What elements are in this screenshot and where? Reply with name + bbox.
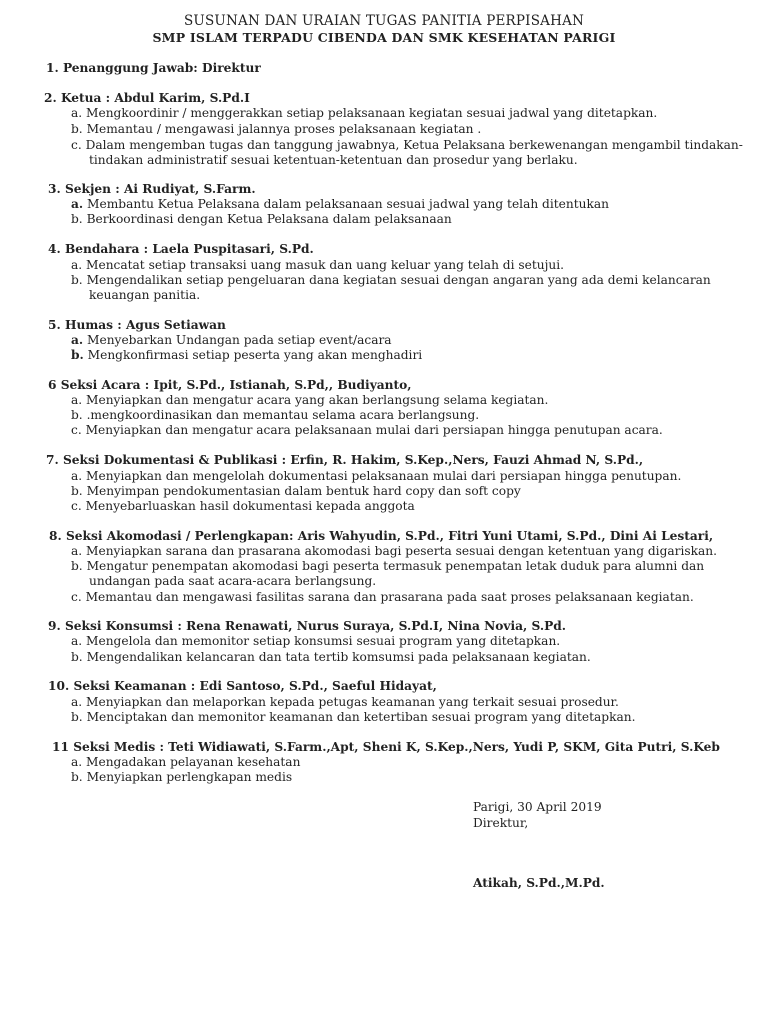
signature-name: Atikah, S.Pd.,M.Pd. xyxy=(473,876,605,890)
item-letter: b. xyxy=(71,122,83,136)
item-letter: b. xyxy=(71,273,83,287)
duty-item xyxy=(71,650,591,665)
section-heading: 8. Seksi Akomodasi / Perlengkapan: Aris Wahyudin, S.Pd., Fitri Yuni Utami, S.Pd., Dini Ai Lestari, xyxy=(49,529,714,543)
signature-role: Direktur, xyxy=(473,816,529,830)
document-title: SUSUNAN DAN URAIAN TUGAS PANITIA PERPISAHAN xyxy=(183,13,585,29)
item-letter: c. xyxy=(71,590,82,604)
section-heading: 3. Sekjen : Ai Rudiyat, S.Farm. xyxy=(48,182,256,196)
item-text: Menyiapkan perlengkapan medis xyxy=(86,770,293,784)
item-continuation: tindakan administratif sesuai ketentuan-ketentuan dan prosedur yang berlaku. xyxy=(89,153,578,167)
item-text: Mengatur penempatan akomodasi bagi peserta termasuk penempatan letak duduk para alumni dan xyxy=(86,559,705,573)
item-letter: b. xyxy=(71,212,83,226)
duty-item xyxy=(71,138,743,153)
item-letter: c. xyxy=(71,423,82,437)
duty-item xyxy=(71,273,711,288)
item-text: Mengadakan pelayanan kesehatan xyxy=(86,755,301,769)
item-letter: b. xyxy=(71,408,83,422)
document-subtitle: SMP ISLAM TERPADU CIBENDA DAN SMK KESEHATAN PARIGI xyxy=(152,30,616,45)
item-text: Berkoordinasi dengan Ketua Pelaksana dalam pelaksanaan xyxy=(86,212,452,226)
duty-item xyxy=(71,333,392,348)
item-letter: a. xyxy=(71,634,83,648)
item-letter: b. xyxy=(71,484,83,498)
item-letter: b. xyxy=(71,710,83,724)
section-heading: 1. Penanggung Jawab: Direktur xyxy=(46,61,261,75)
item-text: Mengelola dan memonitor setiap konsumsi sesuai program yang ditetapkan. xyxy=(86,634,561,648)
item-text: Membantu Ketua Pelaksana dalam pelaksanaan sesuai jadwal yang telah ditentukan xyxy=(87,197,609,211)
item-text: Menyiapkan dan mengelolah dokumentasi pelaksanaan mulai dari persiapan hingga penutupan. xyxy=(86,469,682,483)
item-text: Menyiapkan sarana dan prasarana akomodasi bagi peserta sesuai dengan ketentuan yang digariskan. xyxy=(86,544,717,558)
duty-item xyxy=(71,122,481,137)
section-heading: 7. Seksi Dokumentasi & Publikasi : Erfin, R. Hakim, S.Kep.,Ners, Fauzi Ahmad N, S.Pd., xyxy=(46,453,644,467)
duty-item xyxy=(71,544,717,559)
item-text: Menciptakan dan memonitor keamanan dan ketertiban sesuai program yang ditetapkan. xyxy=(86,710,636,724)
item-letter: b. xyxy=(71,559,83,573)
item-letter: a. xyxy=(71,469,83,483)
item-letter: a. xyxy=(71,393,83,407)
item-text: Mengkoordinir / menggerakkan setiap pelaksanaan kegiatan sesuai jadwal yang ditetapkan. xyxy=(86,106,658,120)
duty-item xyxy=(71,634,560,649)
item-letter: a. xyxy=(71,544,83,558)
item-continuation: keuangan panitia. xyxy=(89,288,201,302)
item-letter: b. xyxy=(71,650,83,664)
item-letter: b. xyxy=(71,348,84,362)
item-letter: a. xyxy=(71,106,83,120)
duty-item xyxy=(71,212,452,227)
item-letter: b. xyxy=(71,770,83,784)
duty-item xyxy=(71,348,422,363)
item-letter: a. xyxy=(71,695,83,709)
item-letter: c. xyxy=(71,138,82,152)
duty-item xyxy=(71,695,619,710)
item-continuation: undangan pada saat acara-acara berlangsung. xyxy=(89,574,377,588)
duty-item xyxy=(71,499,415,514)
item-text: Memantau dan mengawasi fasilitas sarana dan prasarana pada saat proses pelaksanaan kegiatan. xyxy=(85,590,694,604)
section-heading: 11 Seksi Medis : Teti Widiawati, S.Farm.,Apt, Sheni K, S.Kep.,Ners, Yudi P, SKM, Gita Putri, S.Keb xyxy=(52,740,720,754)
section-heading: 10. Seksi Keamanan : Edi Santoso, S.Pd., Saeful Hidayat, xyxy=(48,679,437,693)
item-letter: a. xyxy=(71,755,83,769)
duty-item xyxy=(71,755,300,770)
item-text: Memantau / mengawasi jalannya proses pelaksanaan kegiatan . xyxy=(86,122,482,136)
section-heading: 2. Ketua : Abdul Karim, S.Pd.I xyxy=(44,91,250,105)
item-text: Menyiapkan dan mengatur acara pelaksanaan mulai dari persiapan hingga penutupan acara. xyxy=(85,423,663,437)
duty-item xyxy=(71,469,681,484)
section-heading: 6 Seksi Acara : Ipit, S.Pd., Istianah, S.Pd,, Budiyanto, xyxy=(48,378,412,392)
duty-item xyxy=(71,106,657,121)
duty-item xyxy=(71,197,609,212)
duty-item xyxy=(71,559,704,574)
item-text: Menyebarluaskan hasil dokumentasi kepada anggota xyxy=(85,499,415,513)
duty-item xyxy=(71,590,694,605)
item-text: Mengendalikan setiap pengeluaran dana kegiatan sesuai dengan angaran yang ada demi kelancaran xyxy=(86,273,711,287)
duty-item xyxy=(71,423,663,438)
item-text: Menyimpan pendokumentasian dalam bentuk hard copy dan soft copy xyxy=(86,484,521,498)
item-letter: a. xyxy=(71,333,84,347)
item-text: Menyebarkan Undangan pada setiap event/acara xyxy=(87,333,392,347)
duty-item xyxy=(71,408,479,423)
item-text: Mencatat setiap transaksi uang masuk dan uang keluar yang telah di setujui. xyxy=(86,258,564,272)
duty-item xyxy=(71,258,564,273)
item-text: Mengkonfirmasi setiap peserta yang akan menghadiri xyxy=(87,348,423,362)
item-text: Dalam mengemban tugas dan tanggung jawabnya, Ketua Pelaksana berkewenangan mengambil tindakan- xyxy=(85,138,743,152)
duty-item xyxy=(71,770,292,785)
item-letter: a. xyxy=(71,197,84,211)
duty-item xyxy=(71,484,521,499)
section-heading: 5. Humas : Agus Setiawan xyxy=(48,318,226,332)
item-letter: a. xyxy=(71,258,83,272)
item-text: Mengendalikan kelancaran dan tata tertib komsumsi pada pelaksanaan kegiatan. xyxy=(86,650,591,664)
item-letter: c. xyxy=(71,499,82,513)
section-heading: 4. Bendahara : Laela Puspitasari, S.Pd. xyxy=(48,242,314,256)
item-text: Menyiapkan dan melaporkan kepada petugas keamanan yang terkait sesuai prosedur. xyxy=(86,695,619,709)
duty-item xyxy=(71,710,635,725)
item-text: Menyiapkan dan mengatur acara yang akan berlangsung selama kegiatan. xyxy=(86,393,549,407)
section-heading: 9. Seksi Konsumsi : Rena Renawati, Nurus Suraya, S.Pd.I, Nina Novia, S.Pd. xyxy=(48,619,566,633)
item-text: .mengkoordinasikan dan memantau selama acara berlangsung. xyxy=(86,408,480,422)
duty-item xyxy=(71,393,548,408)
signature-place-date: Parigi, 30 April 2019 xyxy=(473,800,602,814)
